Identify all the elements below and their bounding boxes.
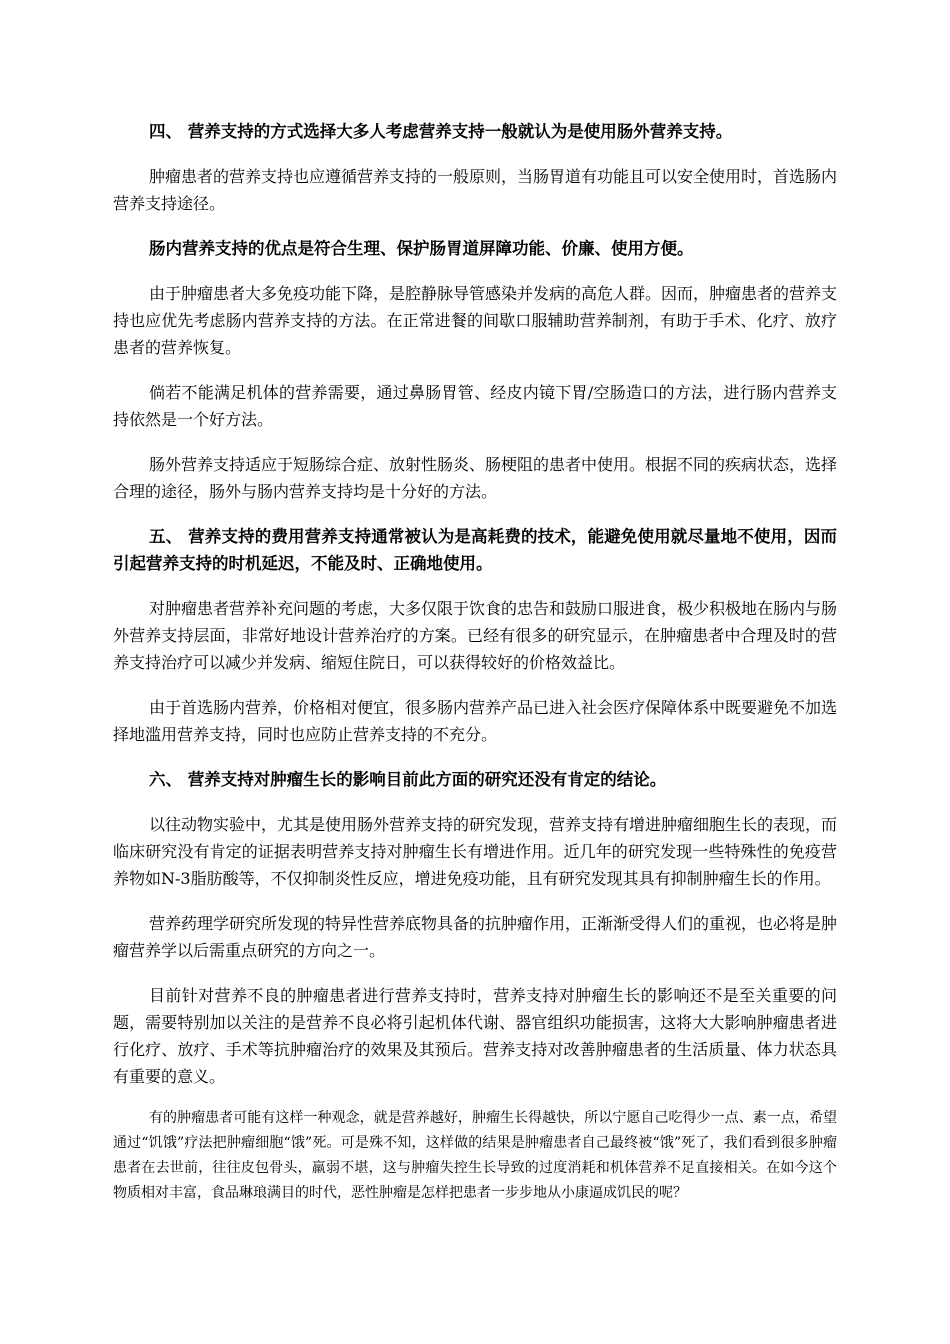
- enteral-advantages-heading: 肠内营养支持的优点是符合生理、保护肠胃道屏障功能、价廉、使用方便。: [149, 239, 694, 258]
- paragraph: 肿瘤患者的营养支持也应遵循营养支持的一般原则，当肠胃道有功能且可以安全使用时，首选肠内营养支持途径。: [113, 167, 838, 213]
- section-heading-4: 四、 营养支持的方式选择大多人考虑营养支持一般就认为是使用肠外营养支持。: [149, 122, 733, 141]
- paragraph: 对肿瘤患者营养补充问题的考虑，大多仅限于饮食的忠告和鼓励口服进食，极少积极地在肠内与肠外营养支持层面，非常好地设计营养治疗的方案。已经有很多的研究显示，在肿瘤患者中合理及时的营养支持治疗可以减少并发病、缩短住院日，可以获得较好的价格效益比。: [113, 599, 838, 672]
- paragraph: 营养药理学研究所发现的特异性营养底物具备的抗肿瘤作用，正渐渐受得人们的重视，也必将是肿瘤营养学以后需重点研究的方向之一。: [113, 914, 838, 960]
- paragraph: 肠外营养支持适应于短肠综合症、放射性肠炎、肠梗阻的患者中使用。根据不同的疾病状态，选择合理的途径，肠外与肠内营养支持均是十分好的方法。: [113, 455, 838, 501]
- paragraph: 以往动物实验中，尤其是使用肠外营养支持的研究发现，营养支持有增进肿瘤细胞生长的表现，而临床研究没有肯定的证据表明营养支持对肿瘤生长有增进作用。近几年的研究发现一些特殊性的免疫营养物如N-3脂肪酸等，不仅抑制炎性反应，增进免疫功能，且有研究发现其具有抑制肿瘤生长的作用。: [113, 815, 838, 888]
- paragraph: 由于肿瘤患者大多免疫功能下降，是腔静脉导管感染并发病的高危人群。因而，肿瘤患者的营养支持也应优先考虑肠内营养支持的方法。在正常进餐的间歇口服辅助营养制剂，有助于手术、化疗、放疗患者的营养恢复。: [113, 284, 838, 357]
- paragraph: 由于首选肠内营养，价格相对便宜，很多肠内营养产品已进入社会医疗保障体系中既要避免不加选择地滥用营养支持，同时也应防止营养支持的不充分。: [113, 698, 838, 744]
- paragraph: 倘若不能满足机体的营养需要，通过鼻肠胃管、经皮内镜下胃/空肠造口的方法，进行肠内营养支持依然是一个好方法。: [113, 383, 837, 429]
- document-page: [113, 118, 837, 1206]
- closing-paragraph: 有的肿瘤患者可能有这样一种观念，就是营养越好，肿瘤生长得越快，所以宁愿自己吃得少一点、素一点，希望通过“饥饿”疗法把肿瘤细胞“饿”死。可是殊不知，这样做的结果是肿瘤患者自己最终被“饿”死了，我们看到很多肿瘤患者在去世前，往往皮包骨头，羸弱不堪，这与肿瘤失控生长导致的过度消耗和机体营养不足直接相关。在如今这个物质相对丰富，食品琳琅满目的时代，恶性肿瘤是怎样把患者一步步地从小康逼成饥民的呢？: [113, 1110, 837, 1201]
- section-heading-5: 五、 营养支持的费用营养支持通常被认为是高耗费的技术，能避免使用就尽量地不使用，因而引起营养支持的时机延迟，不能及时、正确地使用。: [113, 527, 837, 573]
- paragraph: 目前针对营养不良的肿瘤患者进行营养支持时，营养支持对肿瘤生长的影响还不是至关重要的问题，需要特别加以关注的是营养不良必将引起机体代谢、器官组织功能损害，这将大大影响肿瘤患者进行化疗、放疗、手术等抗肿瘤治疗的效果及其预后。营养支持对改善肿瘤患者的生活质量、体力状态具有重要的意义。: [113, 986, 837, 1086]
- section-heading-6: 六、 营养支持对肿瘤生长的影响目前此方面的研究还没有肯定的结论。: [149, 770, 667, 789]
